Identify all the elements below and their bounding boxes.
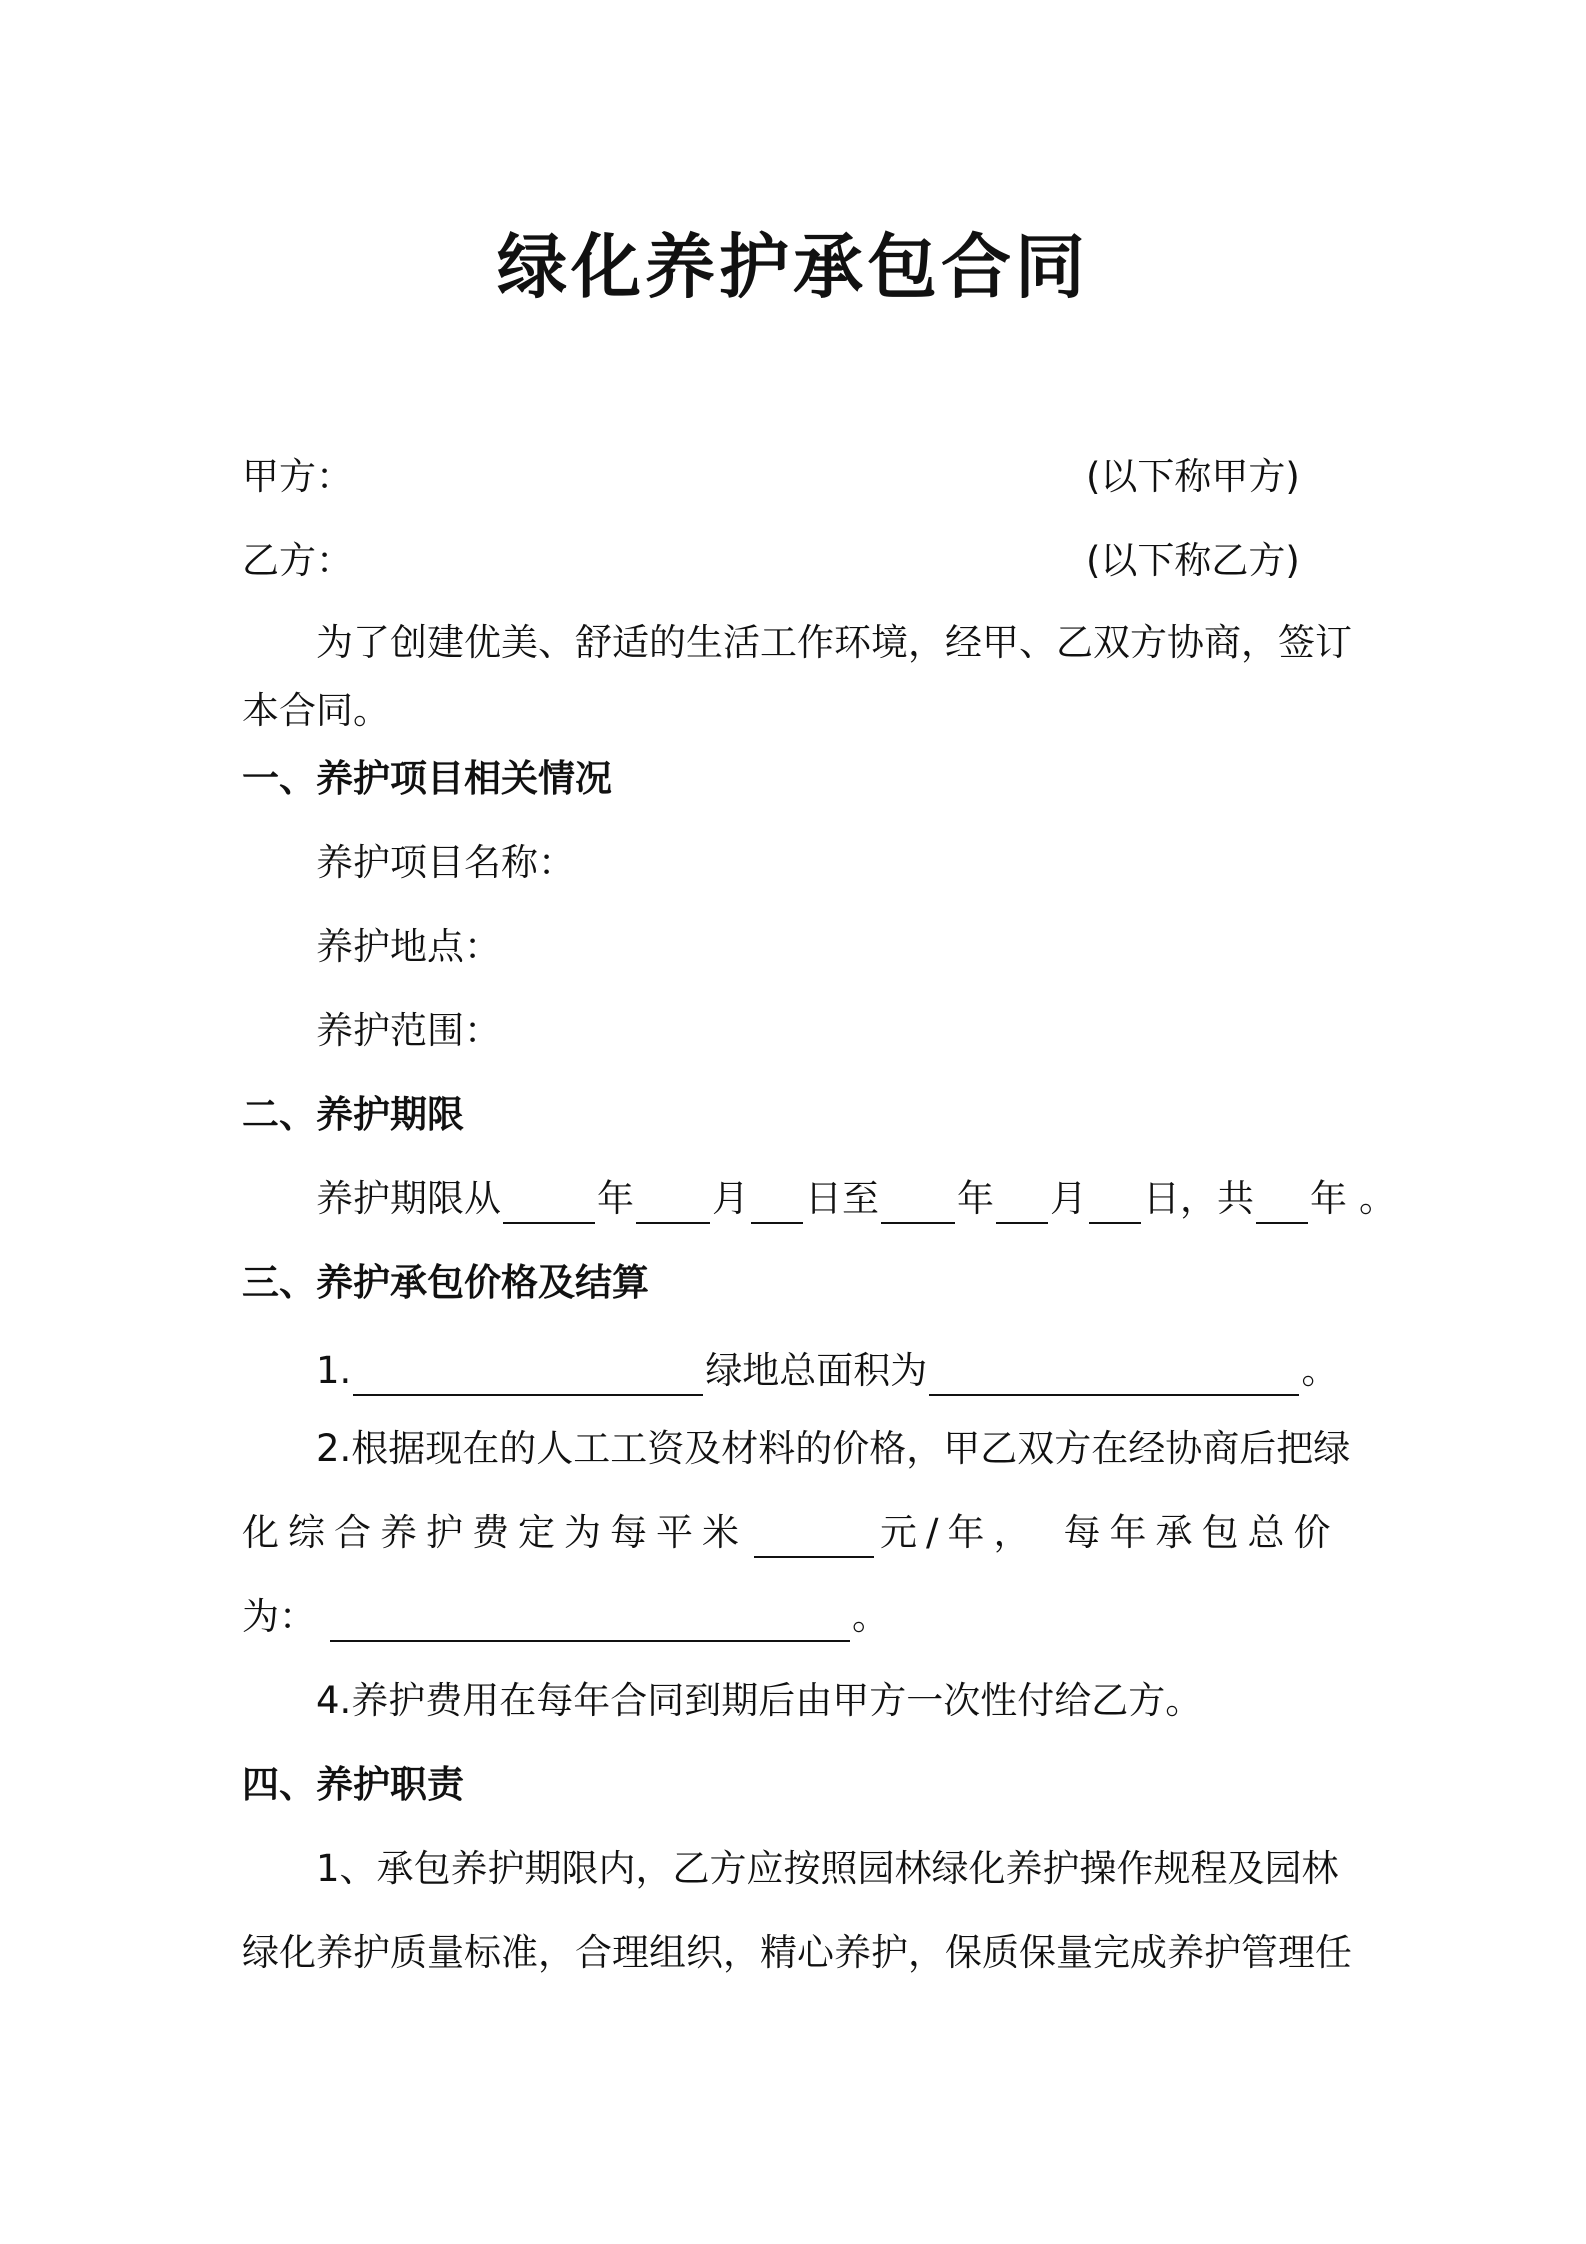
item-1-end: 。 [1301,1349,1339,1392]
total-price-blank [330,1600,850,1642]
duty-para-line-2: 绿化养护质量标准，合理组织，精心养护，保质保量完成养护管理任 [242,1931,1352,1974]
total-years-blank [1256,1182,1308,1224]
item-2-suffix: 每年承包总价 [1063,1511,1340,1554]
period-day-total: 日，共 [1143,1177,1254,1220]
intro-line-1: 为了创建优美、舒适的生活工作环境，经甲、乙双方协商，签订 [316,621,1352,664]
price-item-2-line-2 [242,1508,1356,1558]
section-2-heading: 二、养护期限 [242,1093,464,1136]
item-1-number: 1. [316,1349,352,1392]
intro-line-2: 本合同。 [242,689,390,732]
end-year-blank [881,1182,955,1224]
end-day-blank [1089,1182,1141,1224]
price-item-4: 4.养护费用在每年合同到期后由甲方一次性付给乙方。 [316,1679,1203,1722]
item-2-unit: 元/年， [880,1511,1040,1554]
period-year-2: 年 [957,1177,994,1220]
duty-para-line-1: 1、承包养护期限内，乙方应按照园林绿化养护操作规程及园林 [316,1847,1339,1890]
item-2-prefix: 化综合养护费定为每平米 [242,1511,748,1554]
start-month-blank [636,1182,710,1224]
period-years: 年 [1310,1177,1347,1220]
project-scope-field: 养护范围： [316,1009,501,1052]
unit-price-blank [754,1516,874,1558]
section-3-heading: 三、养护承包价格及结算 [242,1261,649,1304]
period-year-1: 年 [597,1177,634,1220]
price-item-1 [316,1346,1338,1396]
end-month-blank [996,1182,1048,1224]
period-prefix: 养护期限从 [316,1177,501,1220]
project-location-field: 养护地点： [316,925,501,968]
price-item-2-line-3 [242,1592,889,1642]
period-line [316,1174,1396,1224]
section-1-heading: 一、养护项目相关情况 [242,757,612,800]
item-2-line-3-prefix: 为： [242,1595,316,1638]
party-a-note: (以下称甲方) [1086,455,1300,498]
period-day-to: 日至 [805,1177,879,1220]
section-4-heading: 四、养护职责 [242,1763,464,1806]
page-title: 绿化养护承包合同 [497,226,1089,308]
start-year-blank [503,1182,595,1224]
area-name-blank [353,1354,703,1396]
project-name-field: 养护项目名称： [316,841,575,884]
start-day-blank [751,1182,803,1224]
total-area-blank [929,1354,1299,1396]
period-month-1: 月 [712,1177,749,1220]
period-month-2: 月 [1050,1177,1087,1220]
item-2-line-3-end: 。 [852,1595,889,1638]
period-end: 。 [1359,1177,1396,1220]
item-1-mid: 绿地总面积为 [705,1349,928,1392]
party-a-label: 甲方： [242,455,353,498]
party-b-label: 乙方： [242,539,353,582]
price-item-2-line-1: 2.根据现在的人工工资及材料的价格，甲乙双方在经协商后把绿 [316,1427,1351,1470]
party-b-note: (以下称乙方) [1086,539,1300,582]
